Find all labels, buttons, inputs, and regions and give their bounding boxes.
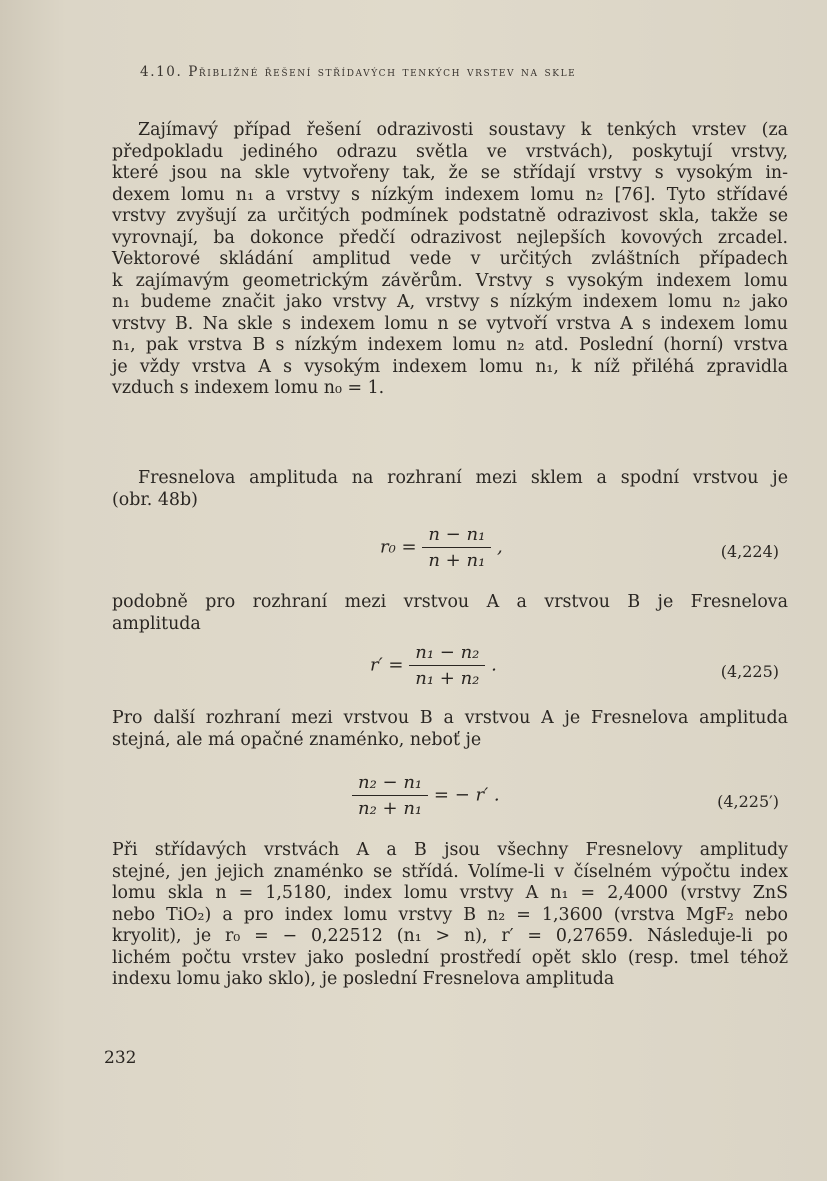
equation-number: (4,225) [720,662,779,681]
paragraph-4 [112,708,788,751]
paragraph-1 [112,120,788,400]
text-line: lichém počtu vrstev jako poslední prostředí opět sklo (resp. tmel téhož [112,947,788,968]
fraction-numerator: n − n₁ [422,524,491,548]
text-line: Při střídavých vrstvách A a B jsou všechny Fresnelovy amplitudy [112,840,788,860]
text-line: vrstvy zvyšují za určitých podmínek podstatně odrazivost skla, takže se [112,206,788,226]
equation-4-225 [370,642,497,689]
paragraph-5 [112,840,788,991]
text-line: k zajímavým geometrickým závěrům. Vrstvy s vysokým indexem lomu [112,270,788,291]
text-line: stejná, ale má opačné znaménko, neboť je [112,729,482,750]
text-line: vrstvy B. Na skle s indexem lomu n se vytvoří vrstva A s indexem lomu [112,313,788,334]
equation-tail: , [497,536,503,558]
text-line: (obr. 48b) [112,489,198,510]
equation-lhs: r′ = [370,654,404,676]
text-line: amplituda [112,613,201,634]
text-line: předpokladu jediného odrazu světla ve vrstvách), poskytují vrstvy, [112,141,788,162]
text-line: dexem lomu n₁ a vrstvy s nízkým indexem lomu n₂ [76]. Tyto střídavé [112,184,788,205]
text-line: Vektorové skládání amplitud vede v určitých zvláštních případech [112,249,788,269]
text-line: n₁, pak vrstva B s nízkým indexem lomu n₂ atd. Poslední (horní) vrstva [112,335,788,355]
equation-4-225-prime [352,772,500,819]
equation-tail: . [491,654,497,676]
fraction-denominator: n₂ + n₁ [358,798,423,819]
text-line: indexu lomu jako sklo), je poslední Fresnelova amplituda [112,969,615,989]
text-line: Pro další rozhraní mezi vrstvou B a vrstvou A je Fresnelova amplituda [112,708,788,728]
fraction-denominator: n + n₁ [428,550,486,571]
text-line: n₁ budeme značit jako vrstvy A, vrstvy s nízkým indexem lomu n₂ jako [112,292,788,312]
text-line: je vždy vrstva A s vysokým indexem lomu n₁, k níž přiléhá zpravidla [112,356,788,377]
equation-fraction [409,642,485,689]
equation-4-224 [380,524,503,571]
text-line: které jsou na skle vytvořeny tak, že se střídají vrstvy s vysokým in- [112,163,788,183]
equation-fraction [422,524,491,571]
equation-number: (4,224) [720,542,779,561]
page-number: 232 [104,1048,137,1068]
paragraph-3 [112,592,788,635]
text-line: Zajímavý případ řešení odrazivosti soustavy k tenkých vrstev (za [138,120,788,140]
text-line: vyrovnají, ba dokonce předčí odrazivost nejlepších kovových zrcadel. [112,227,788,248]
text-line: lomu skla n = 1,5180, index lomu vrstvy A n₁ = 2,4000 (vrstvy ZnS [112,883,788,903]
fraction-denominator: n₁ + n₂ [415,668,480,689]
equation-lhs: r₀ = [380,536,417,558]
equation-tail: = − r′ . [433,784,500,806]
text-line: kryolit), je r₀ = − 0,22512 (n₁ > n), r′ = 0,27659. Následuje-li po [112,926,788,946]
text-line: vzduch s indexem lomu n₀ = 1. [112,378,385,398]
fraction-numerator: n₁ − n₂ [409,642,485,666]
equation-fraction [352,772,428,819]
text-line: Fresnelova amplituda na rozhraní mezi sklem a spodní vrstvou je [138,468,788,488]
text-line: nebo TiO₂) a pro index lomu vrstvy B n₂ = 1,3600 (vrstva MgF₂ nebo [112,904,788,925]
running-header: 4.10. Přibližné řešení střídavých tenkých vrstev na skle [140,64,577,80]
equation-number: (4,225′) [717,792,779,811]
text-line: stejné, jen jejich znaménko se střídá. Volíme-li v číselném výpočtu index [112,861,788,882]
fraction-numerator: n₂ − n₁ [352,772,428,796]
text-line: podobně pro rozhraní mezi vrstvou A a vrstvou B je Fresnelova [112,592,788,612]
paragraph-2 [112,468,788,511]
